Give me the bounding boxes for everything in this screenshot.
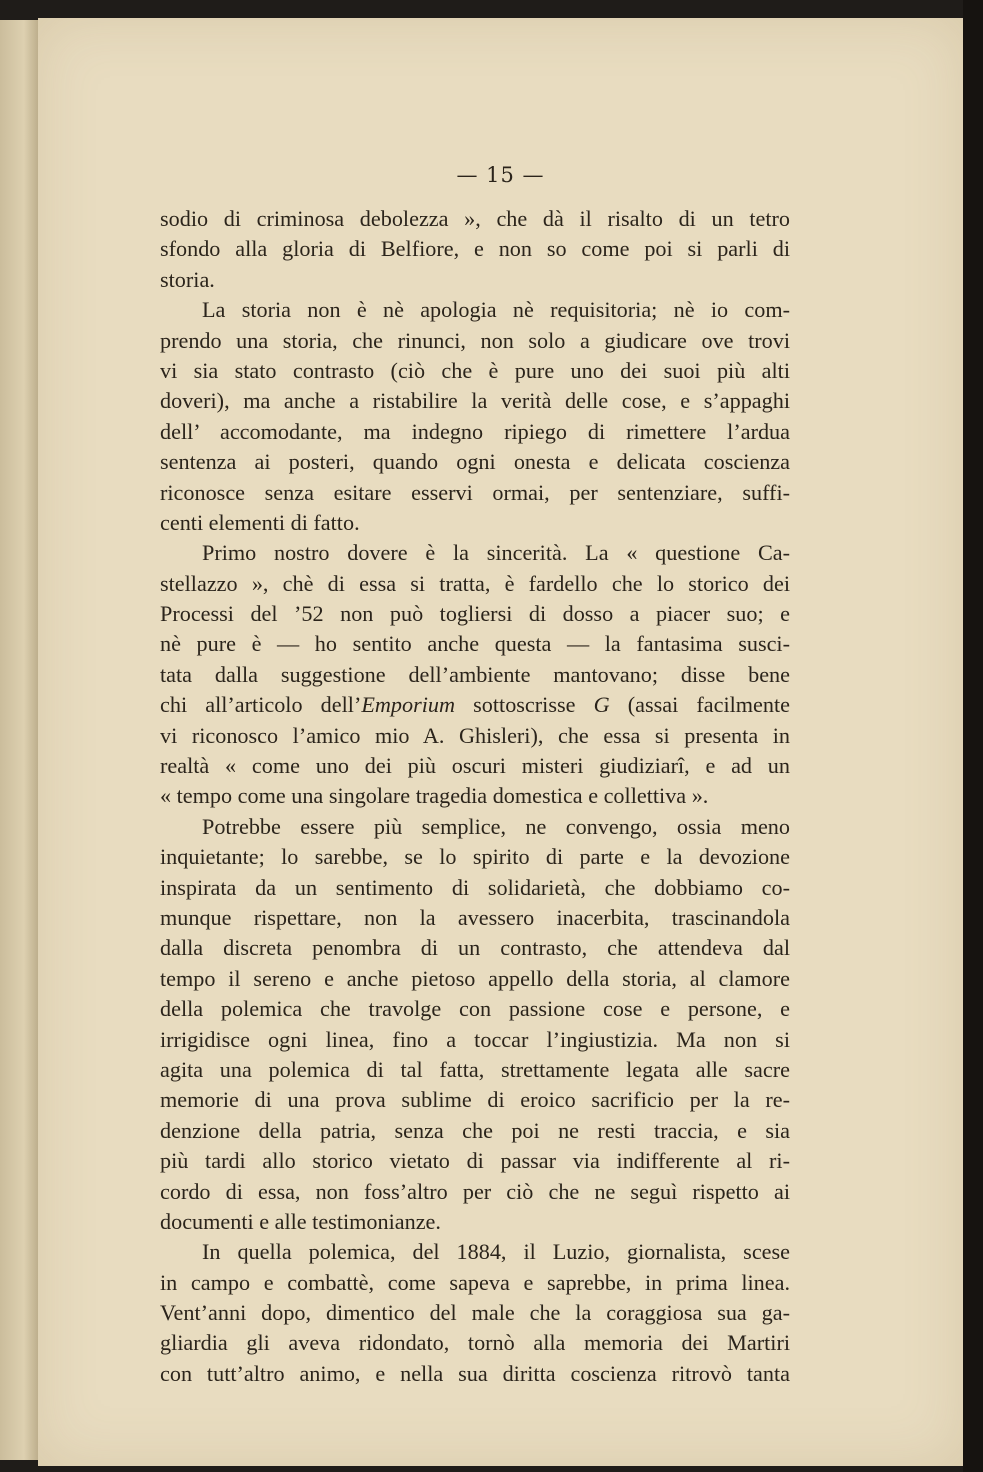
text-line: denzione della patria, senza che poi ne resti traccia, e sia [160, 1117, 790, 1143]
text-line: agita una polemica di tal fatta, strettamente legata alle sacre [160, 1056, 790, 1082]
text-line: prendo una storia, che rinunci, non solo a giudicare ove trovi [160, 327, 790, 353]
text-line: tata dalla suggestione dell’ambiente mantovano; disse bene [160, 661, 790, 687]
page-number: — 15 — [456, 163, 545, 187]
text-line: riconosce senza esitare esservi ormai, per sentenziare, suffi- [160, 479, 790, 505]
text-line: Vent’anni dopo, dimentico del male che la coraggiosa sua ga- [160, 1300, 790, 1326]
text-line: dell’ accomodante, ma indegno ripiego di rimettere l’ardua [160, 418, 790, 444]
text-line: doveri), ma anche a ristabilire la verità delle cose, e s’appaghi [160, 388, 790, 414]
text-line: stellazzo », chè di essa si tratta, è fardello che lo storico dei [160, 570, 790, 596]
text-segment: chi all’articolo dell’ [160, 692, 362, 718]
text-line: sentenza ai posteri, quando ogni onesta e delicata coscienza [160, 449, 790, 475]
body-text [160, 204, 790, 1389]
text-line: « tempo come una singolare tragedia domestica e collettiva ». [160, 783, 709, 809]
text-line: Processi del ’52 non può togliersi di dosso a piacer suo; e [160, 601, 790, 627]
text-line: inspirata da un sentimento di solidarietà, che dobbiamo co- [160, 874, 790, 900]
text-line: sodio di criminosa debolezza », che dà il risalto di un tetro [160, 206, 790, 231]
text-line: cordo di essa, non foss’altro per ciò che ne seguì rispetto ai [160, 1178, 790, 1204]
text-line: sfondo alla gloria di Belfiore, e non so come poi si parli di [160, 236, 790, 262]
italic-title-emporium: Emporium [361, 692, 456, 718]
text-line: dalla discreta penombra di un contrasto, che attendeva dal [160, 935, 790, 961]
italic-initial-g: G [593, 692, 610, 718]
text-line-with-italics [160, 690, 790, 720]
text-segment: sottoscrisse [455, 692, 594, 718]
text-segment: (assai facilmente [609, 692, 790, 718]
text-line: memorie di una prova sublime di eroico sacrificio per la re- [160, 1087, 790, 1113]
text-line: inquietante; lo sarebbe, se lo spirito di parte e la devozione [160, 844, 790, 870]
text-line: nè pure è — ho sentito anche questa — la fantasima susci- [160, 631, 790, 657]
text-line: tempo il sereno e anche pietoso appello della storia, al clamore [160, 965, 790, 991]
text-line: vi sia stato contrasto (ciò che è pure uno dei suoi più alti [160, 357, 790, 383]
text-line: realtà « come uno dei più oscuri misteri giudiziarî, e ad un [160, 753, 790, 779]
text-line: vi riconosco l’amico mio A. Ghisleri), che essa si presenta in [160, 722, 790, 748]
previous-page-edge [0, 20, 40, 1460]
text-line: munque rispettare, non la avessero inacerbita, trascinandola [160, 904, 790, 930]
scanner-background [963, 0, 983, 1472]
page-sheet [38, 18, 963, 1466]
text-line: Potrebbe essere più semplice, ne convengo, ossia meno [202, 813, 790, 839]
text-line: In quella polemica, del 1884, il Luzio, giornalista, scese [202, 1239, 790, 1265]
text-line: storia. [160, 266, 215, 292]
text-line: La storia non è nè apologia nè requisitoria; nè io com- [202, 297, 790, 323]
text-line: Primo nostro dovere è la sincerità. La « questione Ca- [202, 540, 790, 566]
text-line: gliardia gli aveva ridondato, tornò alla memoria dei Martiri [160, 1330, 790, 1356]
text-line: documenti e alle testimonianze. [160, 1208, 441, 1234]
text-line: centi elementi di fatto. [160, 509, 360, 535]
text-line: irrigidisce ogni linea, fino a toccar l’ingiustizia. Ma non si [160, 1026, 790, 1052]
text-line: più tardi allo storico vietato di passar via indifferente al ri- [160, 1148, 790, 1174]
text-line: in campo e combattè, come sapeva e saprebbe, in prima linea. [160, 1269, 790, 1295]
text-line: della polemica che travolge con passione cose e persone, e [160, 996, 790, 1022]
text-line: con tutt’altro animo, e nella sua diritta coscienza ritrovò tanta [160, 1360, 790, 1386]
